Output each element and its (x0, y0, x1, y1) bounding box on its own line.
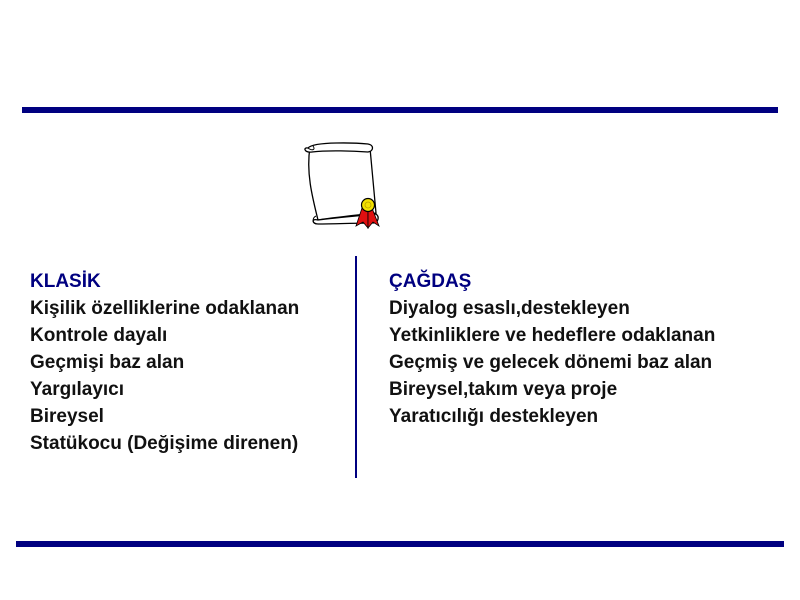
list-item: Yaratıcılığı destekleyen (389, 406, 599, 427)
list-item: Geçmişi baz alan (30, 352, 185, 373)
top-rule (22, 107, 778, 113)
list-item: Kişilik özelliklerine odaklanan (30, 298, 300, 319)
klasik-heading: KLASİK (30, 271, 101, 292)
scroll-with-ribbon-icon (298, 138, 384, 230)
list-item: Bireysel,takım veya proje (389, 379, 618, 400)
list-item: Kontrole dayalı (30, 325, 168, 346)
column-divider (355, 256, 357, 478)
cagdas-heading: ÇAĞDAŞ (389, 271, 472, 292)
cagdas-column (389, 268, 715, 430)
list-item: Yargılayıcı (30, 379, 125, 400)
list-item: Geçmiş ve gelecek dönemi baz alan (389, 352, 713, 373)
bottom-rule (16, 541, 784, 547)
list-item: Bireysel (30, 406, 104, 427)
list-item: Yetkinliklere ve hedeflere odaklanan (389, 325, 716, 346)
klasik-column (30, 268, 299, 457)
list-item: Statükocu (Değişime direnen) (30, 433, 299, 454)
list-item: Diyalog esaslı,destekleyen (389, 298, 630, 319)
